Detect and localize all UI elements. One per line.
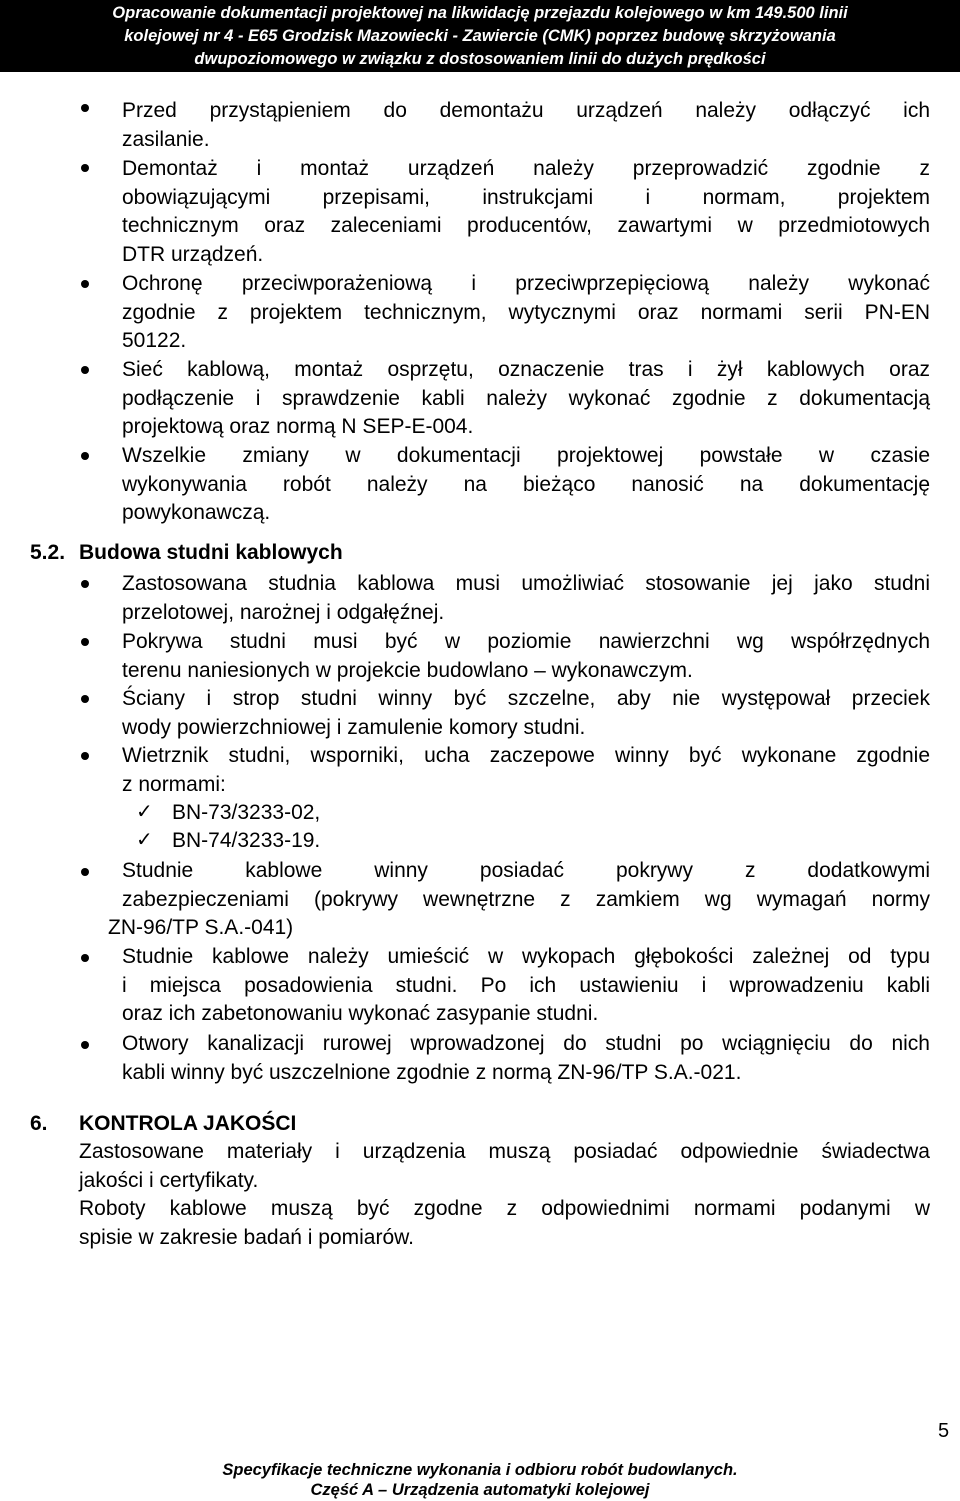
norm-item: BN-74/3233-19.: [172, 829, 321, 852]
footer-line-2: Część A – Urządzenia automatyki kolejowej: [310, 1481, 650, 1499]
list-item-line: kabli winny być uszczelnione zgodnie z normą ZN-96/TP S.A.-021.: [122, 1060, 742, 1084]
list-item: [122, 685, 930, 742]
list-item-line: powykonawczą.: [122, 501, 271, 525]
list-item-line: z normami:: [122, 772, 226, 796]
section-paragraph: [79, 1138, 930, 1252]
checkmark-icon: ✓: [136, 829, 153, 851]
list-item-line: technicznym oraz zaleceniami producentów, zawartymi w przedmiotowych: [122, 214, 930, 238]
bullet-icon: [81, 580, 89, 588]
bullet-icon: [81, 164, 89, 172]
list-item-line: Demontaż i montaż urządzeń należy przeprowadzić zgodnie z: [122, 157, 930, 180]
header-line-3: dwupoziomowego w związku z dostosowaniem linii do dużych prędkości: [194, 50, 766, 68]
section-title: KONTROLA JAKOŚCI: [79, 1112, 297, 1135]
list-item-line: Studnie kablowe winny posiadać pokrywy z dodatkowymi: [122, 859, 930, 882]
list-item: [122, 857, 930, 914]
list-item-line: Pokrywa studni musi być w poziomie nawierzchni wg współrzędnych: [122, 630, 930, 653]
page-number: 5: [938, 1420, 950, 1442]
document-header: [0, 0, 960, 72]
list-item: [122, 1030, 930, 1087]
list-item: [122, 943, 930, 1029]
list-item: [122, 628, 930, 685]
list-item: [122, 742, 930, 799]
list-item: [122, 356, 930, 442]
list-item: [122, 155, 930, 269]
bullet-icon: [81, 366, 89, 374]
list-item-line: 50122.: [122, 329, 187, 353]
list-item-line: oraz ich zabetonowaniu wykonać zasypanie studni.: [122, 1002, 599, 1026]
list-item-line: wykonywania robót należy na bieżąco nanosić na dokumentację: [122, 472, 930, 496]
list-item-line: wody powierzchniowej i zamulenie komory studni.: [122, 715, 586, 739]
section-number: 6.: [30, 1112, 48, 1135]
paragraph-line: Zastosowane materiały i urządzenia muszą posiadać odpowiednie świadectwa: [79, 1140, 930, 1163]
header-line-2: kolejowej nr 4 - E65 Grodzisk Mazowiecki - Zawiercie (CMK) poprzez budowę skrzyżowania: [124, 27, 836, 45]
bullet-icon: [81, 954, 89, 962]
paragraph-line: jakości i certyfikaty.: [79, 1168, 259, 1192]
bullet-icon: [81, 638, 89, 646]
list-item-line: przelotowej, narożnej i odgałęźnej.: [122, 600, 445, 624]
list-item-line: Sieć kablową, montaż osprzętu, oznaczenie tras i żył kablowych oraz: [122, 358, 930, 381]
bullet-icon: [81, 280, 89, 288]
list-item-line: Studnie kablowe należy umieścić w wykopach głębokości zależnej od typu: [122, 945, 930, 968]
bullet-icon: [81, 104, 89, 112]
list-item-line: projektową oraz normą N SEP-E-004.: [122, 415, 474, 439]
checkmark-icon: ✓: [136, 801, 153, 823]
norm-reference: ZN-96/TP S.A.-041): [108, 916, 294, 939]
section-title: Budowa studni kablowych: [79, 541, 343, 564]
paragraph-line: Roboty kablowe muszą być zgodne z odpowiednimi normami podanymi w: [79, 1197, 930, 1221]
bullet-icon: [81, 695, 89, 703]
list-item: [122, 270, 930, 356]
list-item-line: i miejsca posadowienia studni. Po ich ustawieniu i wprowadzeniu kabli: [122, 973, 930, 997]
list-item-line: Wietrznik studni, wsporniki, ucha zaczepowe winny być wykonane zgodnie: [122, 744, 930, 767]
list-item-line: Wszelkie zmiany w dokumentacji projektowej powstałe w czasie: [122, 444, 930, 467]
list-item: [122, 97, 930, 154]
list-item-line: Ściany i strop studni winny być szczelne, aby nie występował przeciek: [122, 687, 930, 710]
norm-item: BN-73/3233-02,: [172, 801, 321, 824]
list-item-line: zgodnie z projektem technicznym, wytycznymi oraz normami serii PN-EN: [122, 300, 930, 324]
list-item-line: terenu naniesionych w projekcie budowlano – wykonawczym.: [122, 658, 693, 682]
list-item-line: zabezpieczeniami (pokrywy wewnętrzne z zamkiem wg wymagań normy: [122, 887, 930, 911]
paragraph-line: spisie w zakresie badań i pomiarów.: [79, 1225, 414, 1249]
list-item-line: DTR urządzeń.: [122, 242, 264, 266]
section-number: 5.2.: [30, 541, 66, 564]
list-item-line: obowiązującymi przepisami, instrukcjami i normam, projektem: [122, 185, 930, 209]
list-item-line: Otwory kanalizacji rurowej wprowadzonej do studni po wciągnięciu do nich: [122, 1032, 930, 1055]
list-item-line: Zastosowana studnia kablowa musi umożliwiać stosowanie jej jako studni: [122, 572, 930, 595]
bullet-icon: [81, 752, 89, 760]
header-line-1: Opracowanie dokumentacji projektowej na likwidację przejazdu kolejowego w km 149.500 linii: [112, 4, 848, 22]
list-item-line: Ochronę przeciwporażeniową i przeciwprzepięciową należy wykonać: [122, 272, 930, 295]
bullet-icon: [81, 1041, 89, 1049]
list-item-line: zasilanie.: [122, 127, 210, 151]
bullet-icon: [81, 452, 89, 460]
list-item: [122, 570, 930, 627]
list-item-line: Przed przystąpieniem do demontażu urządzeń należy odłączyć ich: [122, 99, 930, 122]
list-item: [122, 442, 930, 528]
list-item-line: podłączenie i sprawdzenie kabli należy wykonać zgodnie z dokumentacją: [122, 386, 930, 410]
footer-line-1: Specyfikacje techniczne wykonania i odbioru robót budowlanych.: [222, 1461, 738, 1479]
bullet-icon: [81, 868, 89, 876]
